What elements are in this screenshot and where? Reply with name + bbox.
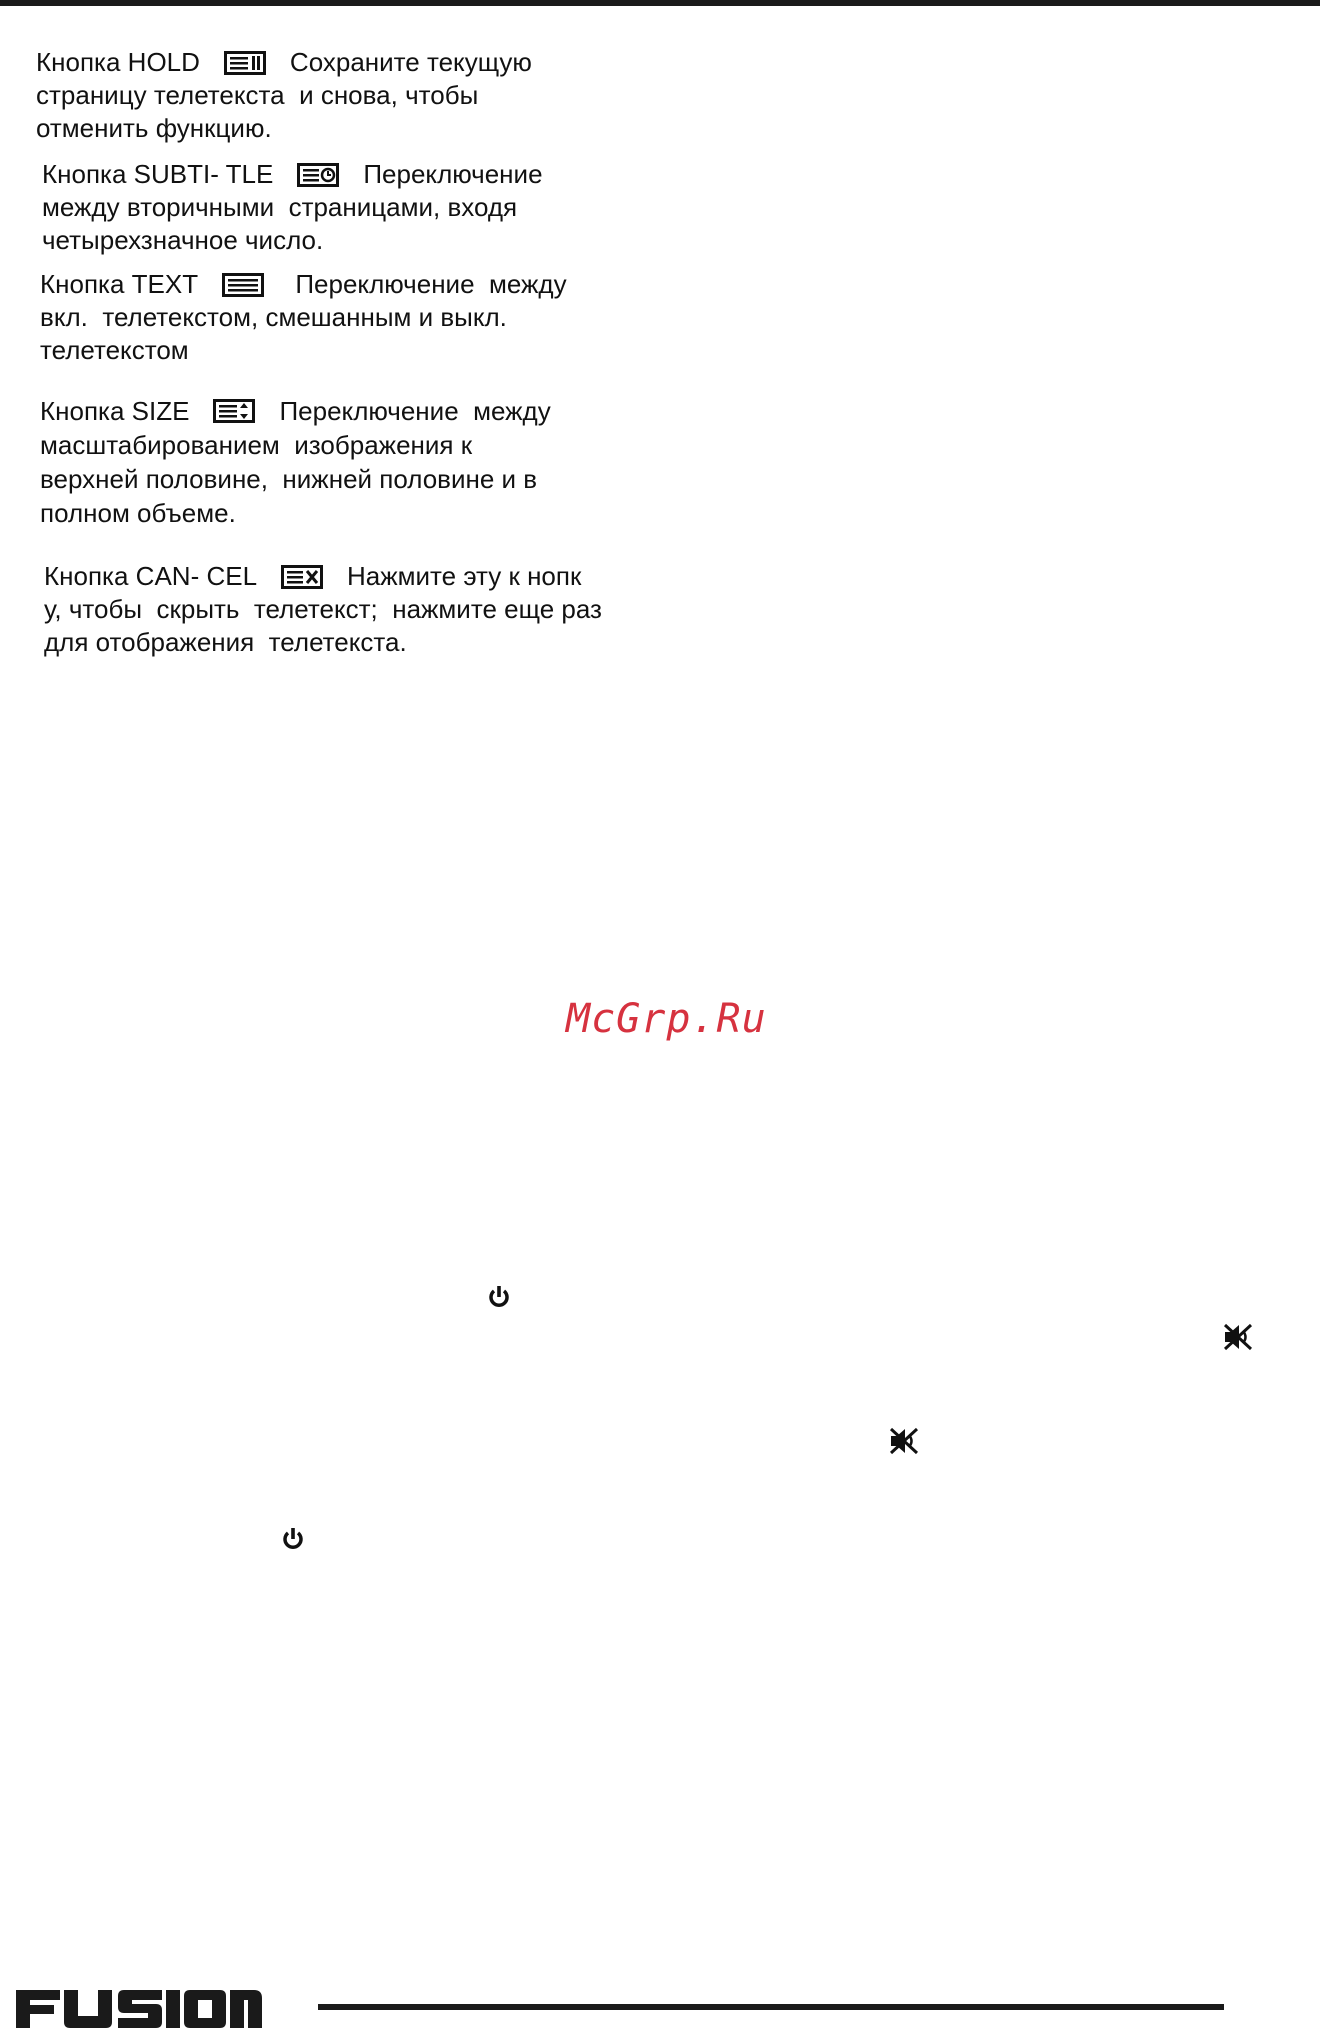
mute-icon xyxy=(1222,1322,1254,1352)
power-icon xyxy=(280,1526,306,1552)
entry-hold xyxy=(36,46,646,145)
entry-first-line: Переключение между xyxy=(288,269,567,299)
entry-line: четырехзначное число. xyxy=(42,225,324,255)
cancel-icon xyxy=(281,565,323,589)
text-icon xyxy=(222,273,264,297)
entry-line: у, чтобы скрыть телетекст; нажмите еще раз xyxy=(44,594,602,624)
entry-label: Кнопка SUBTI- TLE xyxy=(42,159,274,189)
entry-first-line: Сохраните текущую xyxy=(289,47,532,77)
size-icon xyxy=(213,399,255,423)
entry-cancel xyxy=(44,560,654,659)
entry-label: Кнопка TEXT xyxy=(40,269,199,299)
entry-line: для отображения телетекста. xyxy=(44,627,407,657)
entry-text xyxy=(40,268,650,367)
entry-first-line: Переключение между xyxy=(279,396,551,426)
entry-line: верхней половине, нижней половине и в xyxy=(40,464,538,494)
entry-line: между вторичными страницами, входя xyxy=(42,192,518,222)
entry-size xyxy=(40,394,650,530)
entry-line: страницу телетекста и снова, чтобы xyxy=(36,80,479,110)
subtitle-icon xyxy=(297,163,339,187)
top-rule xyxy=(0,0,1320,6)
entry-label: Кнопка CAN- CEL xyxy=(44,561,258,591)
entry-first-line: Переключение xyxy=(363,159,543,189)
entry-label: Кнопка SIZE xyxy=(40,396,190,426)
mute-icon xyxy=(888,1426,920,1456)
entry-line: телетекстом xyxy=(40,335,189,365)
power-icon xyxy=(486,1284,512,1310)
entry-first-line: Нажмите эту к нопк xyxy=(347,561,582,591)
entry-line: полном объеме. xyxy=(40,498,236,528)
footer-rule xyxy=(318,2004,1224,2010)
watermark: McGrp.Ru xyxy=(566,996,767,1042)
entry-label: Кнопка HOLD xyxy=(36,47,200,77)
entry-line: отменить функцию. xyxy=(36,113,272,143)
entry-line: масштабированием изображения к xyxy=(40,430,473,460)
fusion-logo xyxy=(14,1988,264,2030)
hold-icon xyxy=(224,51,266,75)
entry-line: вкл. телетекстом, смешанным и выкл. xyxy=(40,302,507,332)
entry-subtitle xyxy=(42,158,652,257)
